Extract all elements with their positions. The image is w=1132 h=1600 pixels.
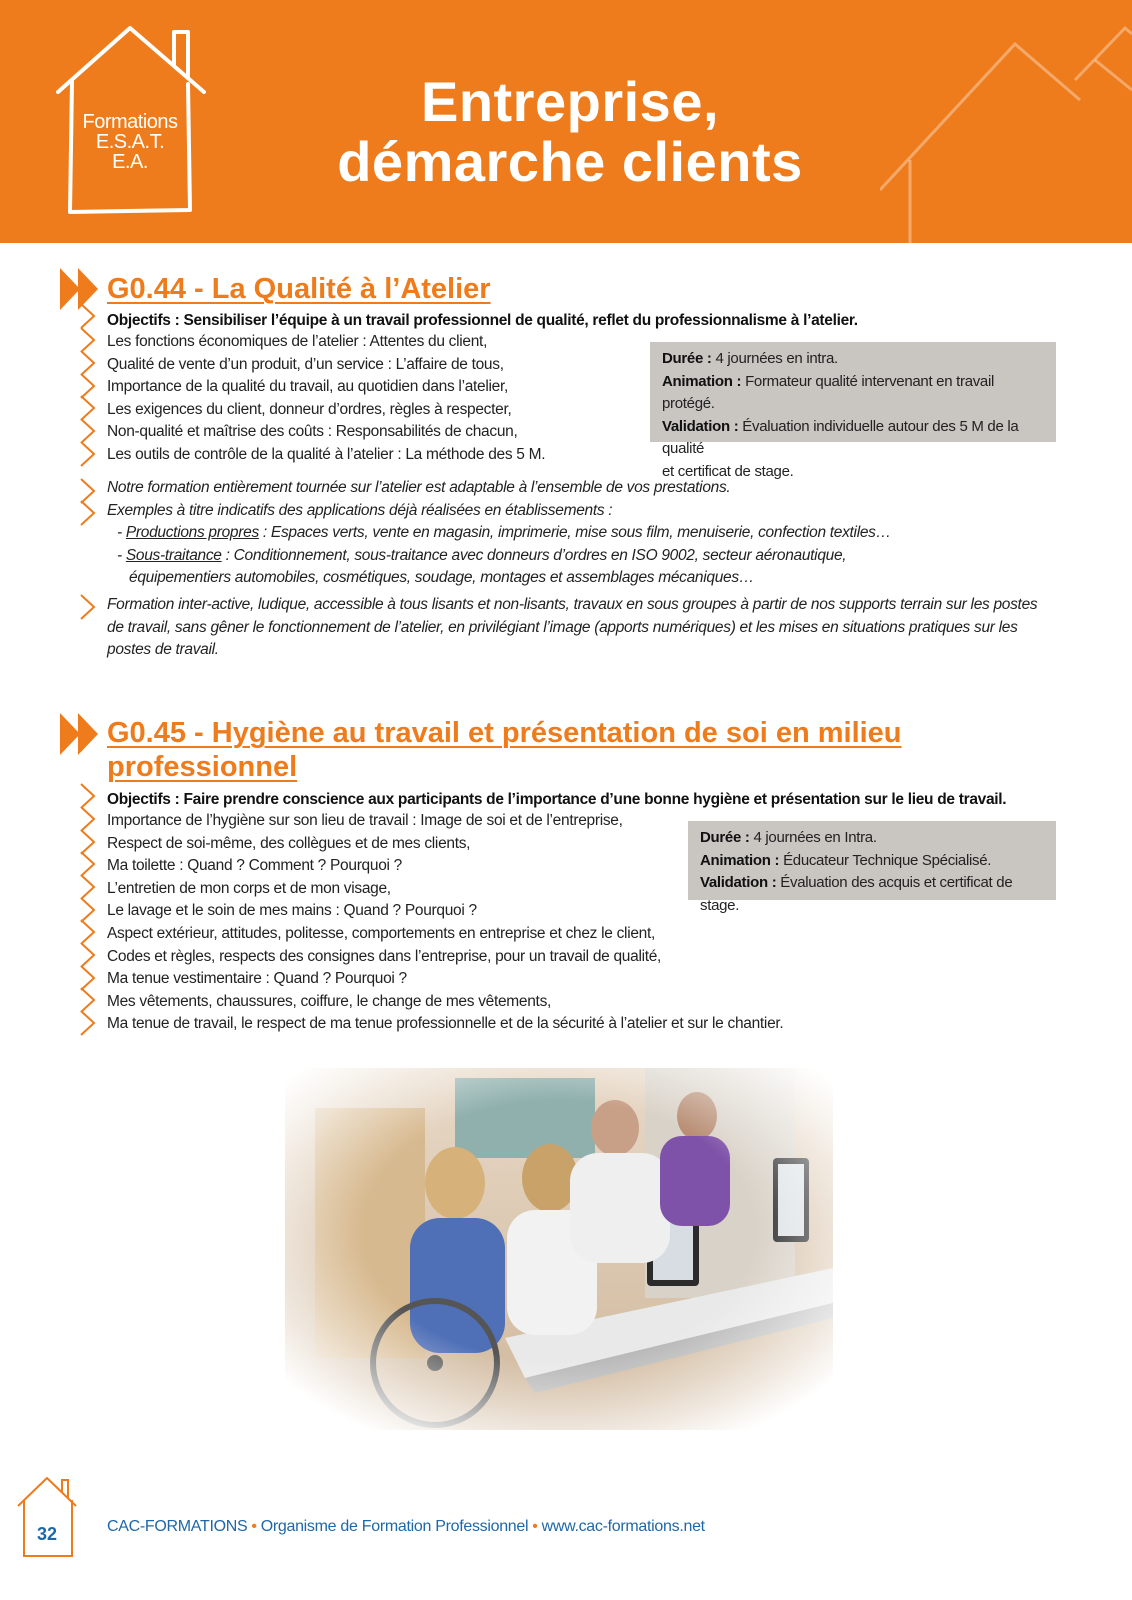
- list-item: Les outils de contrôle de la qualité à l’atelier : La méthode des 5 M.: [107, 445, 546, 463]
- animation-value: Formateur qualité intervenant en travail protégé.: [662, 372, 995, 412]
- productions-label: Productions propres: [125, 524, 259, 541]
- section-title-line: G0.45 - Hygiène au travail et présentation de soi en milieu: [107, 717, 902, 749]
- section-title: [107, 716, 902, 784]
- duree-row: [662, 348, 1046, 371]
- footer-website-link[interactable]: www.cac-formations.net: [541, 1518, 705, 1535]
- note-line: postes de travail.: [107, 641, 219, 658]
- triangle-outline-icon: [80, 441, 96, 467]
- double-arrow-icon: [60, 713, 100, 755]
- list-item: Les exigences du client, donneur d’ordres, règles à respecter,: [107, 400, 512, 418]
- animation-row: [662, 371, 1046, 416]
- formation-notes: [107, 477, 891, 590]
- note-line: Notre formation entièrement tournée sur l’atelier est adaptable à l’ensemble de vos prestations.: [107, 479, 731, 496]
- logo-line: E.A.: [112, 151, 148, 173]
- list-item: Importance de l’hygiène sur son lieu de travail : Image de soi et de l’entreprise,: [107, 812, 623, 829]
- duree-label: Durée :: [662, 350, 712, 367]
- duree-label: Durée :: [700, 829, 750, 846]
- triangle-outline-icon: [80, 303, 96, 329]
- validation-row: [662, 416, 1046, 461]
- animation-label: Animation :: [662, 372, 742, 390]
- house-outline-icon: [16, 1476, 78, 1558]
- footer-text: [107, 1518, 705, 1536]
- list-item: Non-qualité et maîtrise des coûts : Responsabilités de chacun,: [107, 423, 518, 441]
- duree-value: 4 journées en Intra.: [749, 829, 877, 846]
- validation-value: Évaluation des acquis et certificat de stage.: [700, 874, 1013, 914]
- topic-list: [107, 810, 783, 1036]
- page-number: 32: [36, 1524, 58, 1544]
- office-training-photo: [285, 1068, 833, 1430]
- list-item: Respect de soi-même, des collègues et de mes clients,: [107, 834, 471, 852]
- list-item: Les fonctions économiques de l’atelier : Attentes du client,: [107, 333, 488, 350]
- interactive-note: [107, 594, 1037, 662]
- example-soustraitance-continued: équipementiers automobiles, cosmétiques, soudage, montages et assemblages mécaniques…: [129, 569, 755, 586]
- note-line: Formation inter-active, ludique, accessible à tous lisants et non-lisants, travaux en sous groupes à partir de nos supports terrain sur les postes: [107, 596, 1038, 613]
- list-item: Codes et règles, respects des consignes dans l’entreprise, pour un travail de qualité,: [107, 947, 662, 965]
- footer-bullet: •: [532, 1518, 538, 1535]
- animation-label: Animation :: [700, 851, 780, 869]
- page-header: [0, 0, 1132, 243]
- example-productions: - Productions propres : Espaces verts, vente en magasin, imprimerie, mise sous film, menuiserie, confection textiles…: [117, 524, 891, 541]
- footer-org: CAC-FORMATIONS: [107, 1518, 248, 1535]
- duree-value: 4 journées en intra.: [711, 350, 838, 367]
- section-title-line: professionnel: [107, 751, 298, 783]
- info-box: [688, 821, 1056, 914]
- validation-value: Évaluation individuelle autour des 5 M de la qualité: [662, 417, 1019, 457]
- animation-row: [700, 850, 1046, 873]
- triangle-outline-icon: [80, 1010, 96, 1036]
- section-title: G0.44 - La Qualité à l’Atelier: [107, 273, 491, 305]
- example-soustraitance: - Sous-traitance : Conditionnement, sous-traitance avec donneurs d’ordres en ISO 9002, secteur aéronautique,: [117, 546, 847, 564]
- productions-text: : Espaces verts, vente en magasin, imprimerie, mise sous film, menuiserie, confection textiles…: [258, 524, 891, 541]
- list-item: Mes vêtements, chaussures, coiffure, le change de mes vêtements,: [107, 992, 552, 1010]
- validation-label: Validation :: [662, 417, 739, 435]
- page-title: [300, 72, 840, 192]
- list-item: Le lavage et le soin de mes mains : Quand ? Pourquoi ?: [107, 902, 477, 920]
- list-item: Aspect extérieur, attitudes, politesse, comportements en entreprise et chez le client,: [107, 924, 655, 942]
- validation-row-continued: et certificat de stage.: [662, 462, 794, 480]
- list-item: Ma toilette : Quand ? Comment ? Pourquoi ?: [107, 857, 402, 875]
- footer-bullet: •: [251, 1518, 257, 1535]
- duree-row: [700, 827, 1046, 850]
- topic-list: [107, 331, 545, 467]
- triangle-outline-icon: [80, 500, 96, 526]
- note-line: de travail, sans gêner le fonctionnement de l’atelier, en privilégiant l’image (apports numériques) et les mises en situations pratiques sur les: [107, 618, 1018, 636]
- validation-row: [700, 872, 1046, 917]
- validation-label: Validation :: [700, 874, 777, 891]
- list-item: L’entretien de mon corps et de mon visage,: [107, 879, 391, 897]
- triangle-outline-icon: [80, 594, 96, 620]
- list-item: Ma tenue vestimentaire : Quand ? Pourquoi ?: [107, 970, 407, 988]
- page-title-line: Entreprise,: [420, 70, 720, 133]
- page-title-line: démarche clients: [337, 130, 803, 193]
- info-box: [650, 342, 1056, 480]
- objectifs-text: Objectifs : Sensibiliser l’équipe à un travail professionnel de qualité, reflet du professionnalisme à l’atelier.: [107, 312, 858, 329]
- house-outline-decoration-icon: [880, 0, 1132, 243]
- soustraitance-label: Sous-traitance: [125, 546, 222, 564]
- list-item: Qualité de vente d’un produit, d’un service : L’affaire de tous,: [107, 355, 504, 373]
- animation-value: Éducateur Technique Spécialisé.: [779, 851, 992, 869]
- logo-text: [72, 112, 188, 172]
- list-item: Importance de la qualité du travail, au quotidien dans l’atelier,: [107, 378, 508, 396]
- logo-line: Formations: [82, 111, 178, 133]
- list-item: Ma tenue de travail, le respect de ma tenue professionnelle et de la sécurité à l’atelier et sur le chantier.: [107, 1015, 784, 1033]
- footer-description: Organisme de Formation Professionnel: [260, 1518, 529, 1535]
- objectifs-text: Objectifs : Faire prendre conscience aux participants de l’importance d’une bonne hygiène et présentation sur le lieu de travail.: [107, 791, 1007, 808]
- logo-line: E.S.A.T.: [95, 131, 165, 153]
- note-line: Exemples à titre indicatifs des applications déjà réalisées en établissements :: [107, 501, 613, 519]
- soustraitance-text: : Conditionnement, sous-traitance avec donneurs d’ordres en ISO 9002, secteur aéronautique,: [221, 546, 847, 564]
